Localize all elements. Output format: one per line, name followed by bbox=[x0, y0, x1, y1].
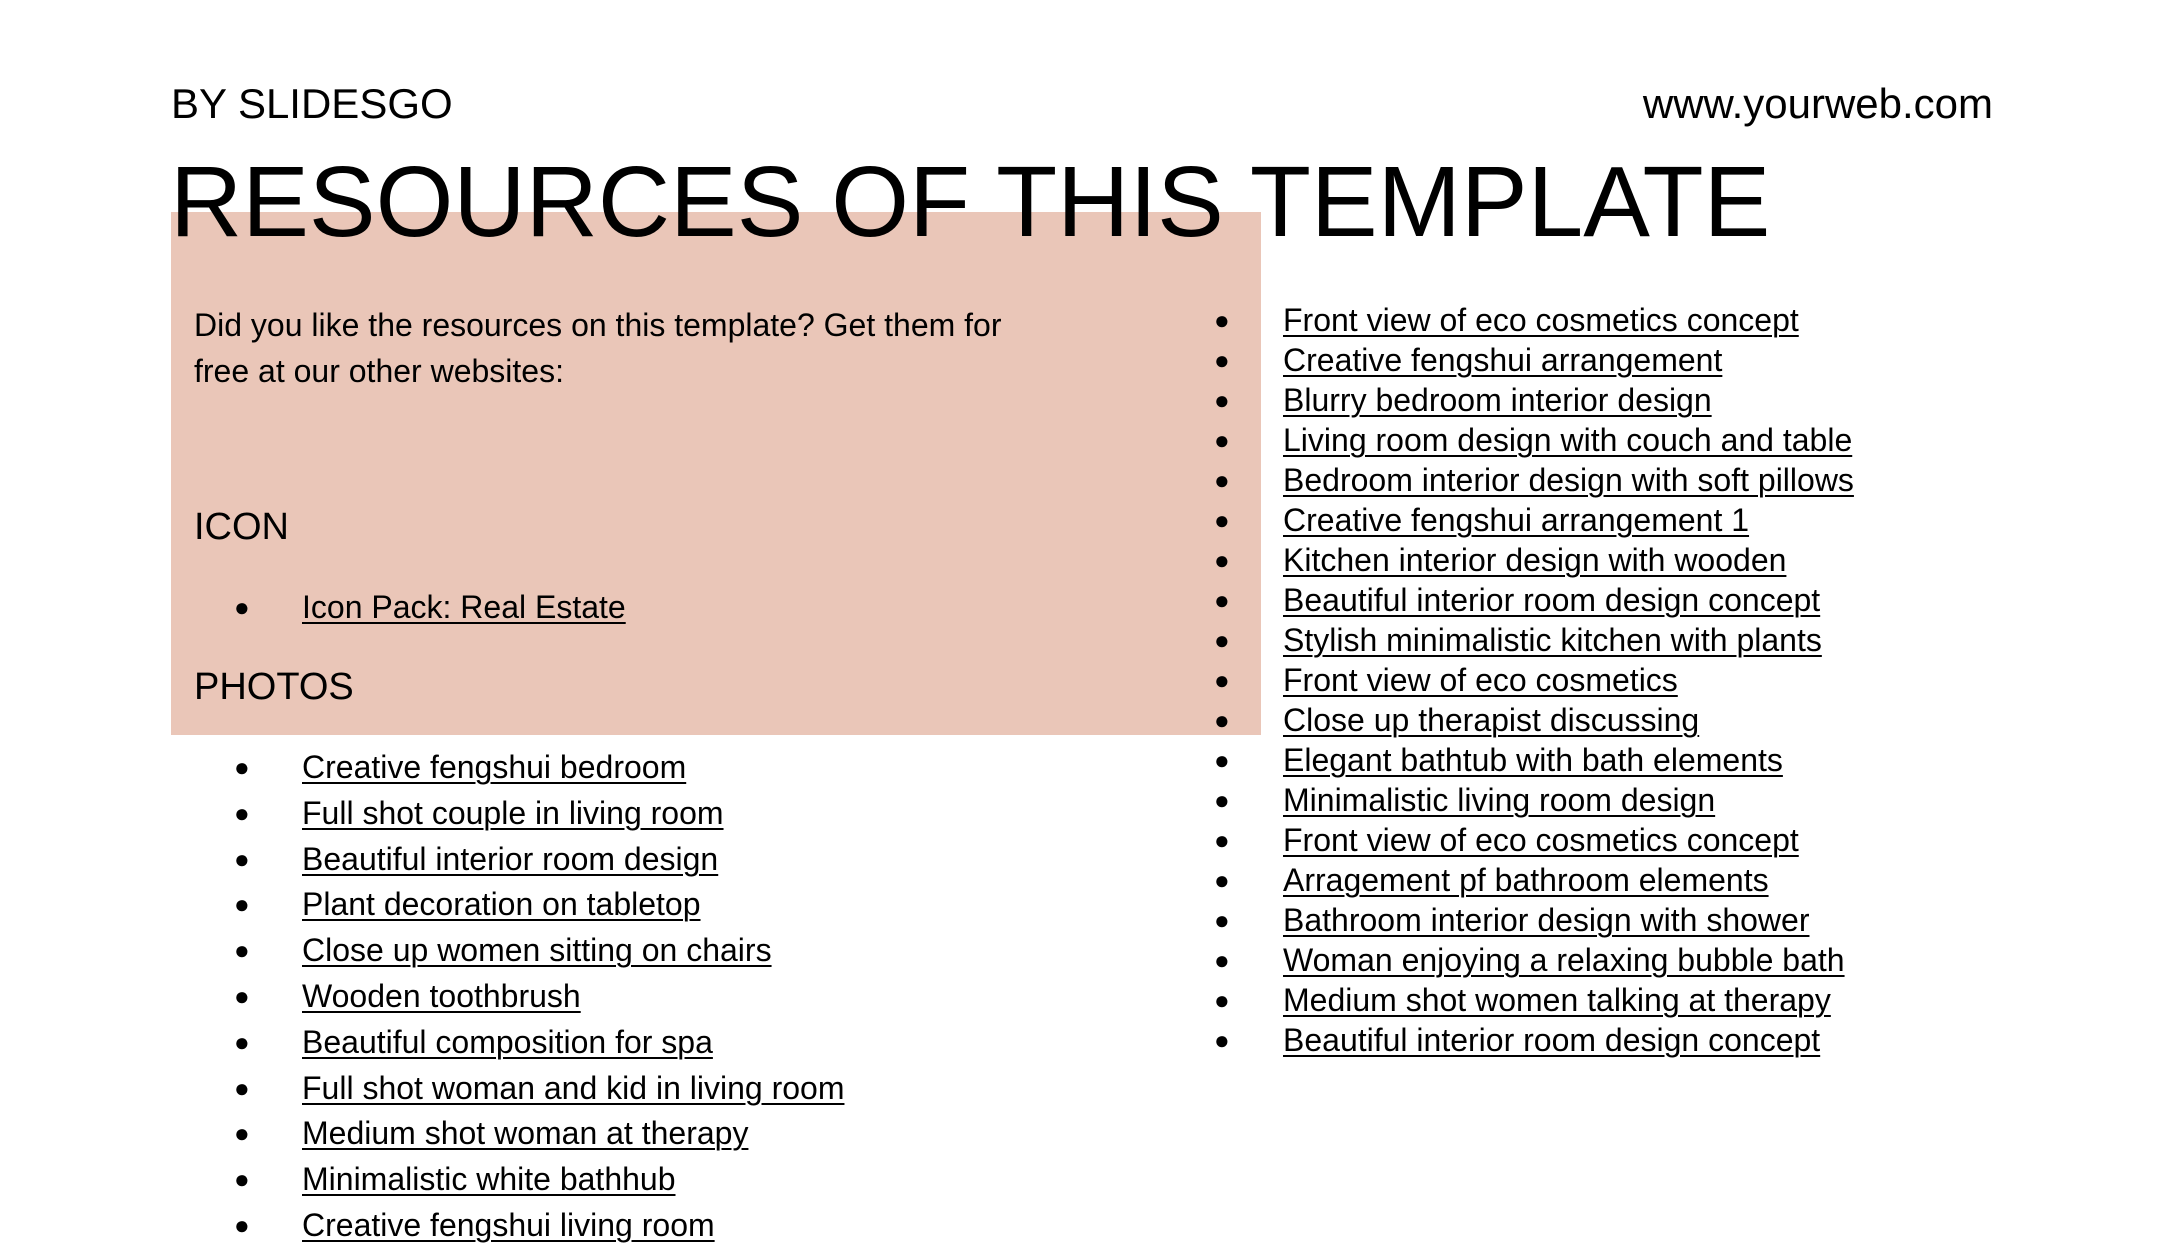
resource-list-item bbox=[1214, 380, 1854, 420]
bullet-icon: ● bbox=[1214, 905, 1230, 935]
resource-list-item bbox=[1214, 860, 1854, 900]
resource-list-item bbox=[1214, 780, 1854, 820]
resource-link[interactable]: Bathroom interior design with shower bbox=[1283, 902, 1810, 938]
bullet-icon: ● bbox=[234, 889, 250, 920]
resource-link[interactable]: Beautiful interior room design concept bbox=[1283, 1022, 1821, 1058]
resource-list-item bbox=[1214, 660, 1854, 700]
bullet-icon: ● bbox=[1214, 385, 1230, 415]
bullet-icon: ● bbox=[1214, 745, 1230, 775]
photo-resource-list-right bbox=[1214, 300, 1854, 1060]
resource-link[interactable]: Beautiful composition for spa bbox=[302, 1023, 713, 1060]
resource-list-item bbox=[234, 584, 626, 630]
resource-link[interactable]: Creative fengshui living room bbox=[302, 1206, 715, 1243]
resource-link[interactable]: Minimalistic living room design bbox=[1283, 782, 1716, 818]
bullet-icon: ● bbox=[1214, 785, 1230, 815]
page-title: RESOURCES OF THIS TEMPLATE bbox=[170, 146, 1771, 258]
resource-list-item bbox=[234, 745, 844, 791]
icon-resource-list bbox=[234, 584, 626, 630]
resource-link[interactable]: Medium shot women talking at therapy bbox=[1283, 982, 1831, 1018]
bullet-icon: ● bbox=[1214, 505, 1230, 535]
resource-list-item bbox=[1214, 500, 1854, 540]
resource-list-item bbox=[234, 791, 844, 837]
resource-link[interactable]: Living room design with couch and table bbox=[1283, 422, 1853, 458]
bullet-icon: ● bbox=[234, 843, 250, 874]
resource-link[interactable]: Beautiful interior room design bbox=[302, 840, 719, 877]
intro-text: Did you like the resources on this template? Get them for free at our other websites: bbox=[194, 307, 1002, 389]
bullet-icon: ● bbox=[1214, 305, 1230, 335]
bullet-icon: ● bbox=[234, 797, 250, 828]
resource-link[interactable]: Front view of eco cosmetics bbox=[1283, 662, 1678, 698]
resource-link[interactable]: Medium shot woman at therapy bbox=[302, 1115, 749, 1152]
bullet-icon: ● bbox=[1214, 425, 1230, 455]
section-heading-photos: PHOTOS bbox=[194, 666, 354, 708]
resource-list-item bbox=[1214, 620, 1854, 660]
resource-link[interactable]: Creative fengshui bedroom bbox=[302, 749, 687, 785]
accent-panel bbox=[171, 212, 1261, 735]
resource-list-item bbox=[1214, 340, 1854, 380]
resource-link[interactable]: Beautiful interior room design concept bbox=[1283, 582, 1821, 618]
bullet-icon: ● bbox=[1214, 985, 1230, 1015]
bullet-icon: ● bbox=[1214, 865, 1230, 895]
resource-link[interactable]: Full shot couple in living room bbox=[302, 794, 724, 831]
bullet-icon: ● bbox=[234, 1118, 250, 1149]
resource-list-item bbox=[1214, 460, 1854, 500]
resource-list-item bbox=[234, 1066, 845, 1112]
resource-list-item bbox=[234, 1020, 844, 1066]
bullet-icon: ● bbox=[234, 752, 250, 782]
resource-list-item bbox=[234, 837, 844, 883]
bullet-icon: ● bbox=[1214, 545, 1230, 575]
section-heading-icon: ICON bbox=[194, 506, 289, 548]
bullet-icon: ● bbox=[234, 1026, 250, 1057]
bullet-icon: ● bbox=[1214, 665, 1230, 695]
resource-link[interactable]: Front view of eco cosmetics concept bbox=[1283, 302, 1799, 338]
resource-link[interactable]: Close up women sitting on chairs bbox=[302, 932, 772, 969]
resource-list-item bbox=[1214, 420, 1854, 460]
resource-list-item bbox=[234, 974, 844, 1020]
bullet-icon: ● bbox=[234, 935, 250, 966]
resource-list-item bbox=[1214, 980, 1854, 1020]
resource-list-item bbox=[1214, 700, 1854, 740]
resource-link[interactable]: Elegant bathtub with bath elements bbox=[1283, 742, 1783, 778]
resource-list-item bbox=[234, 1157, 844, 1203]
resource-link[interactable]: Creative fengshui arrangement 1 bbox=[1283, 502, 1750, 538]
resource-list-item bbox=[1214, 820, 1854, 860]
bullet-icon: ● bbox=[1214, 945, 1230, 975]
bullet-icon: ● bbox=[234, 1164, 250, 1195]
resource-list-item bbox=[1214, 580, 1854, 620]
bullet-icon: ● bbox=[1214, 465, 1230, 495]
bullet-icon: ● bbox=[1214, 585, 1230, 615]
resource-link[interactable]: Icon Pack: Real Estate bbox=[302, 589, 626, 625]
resource-link[interactable]: Stylish minimalistic kitchen with plants bbox=[1283, 622, 1822, 658]
resource-link[interactable]: Wooden toothbrush bbox=[302, 977, 581, 1014]
bullet-icon: ● bbox=[1214, 825, 1230, 855]
bullet-icon: ● bbox=[234, 592, 250, 622]
resource-list-item bbox=[1214, 300, 1854, 340]
bullet-icon: ● bbox=[234, 1209, 250, 1240]
resource-link[interactable]: Arragement pf bathroom elements bbox=[1283, 862, 1769, 898]
resource-list-item bbox=[1214, 940, 1854, 980]
resource-list-item bbox=[234, 882, 844, 928]
bullet-icon: ● bbox=[234, 980, 250, 1011]
resource-list-item bbox=[1214, 900, 1854, 940]
bullet-icon: ● bbox=[1214, 625, 1230, 655]
resource-list-item bbox=[234, 1203, 844, 1249]
resource-link[interactable]: Creative fengshui arrangement bbox=[1283, 342, 1723, 378]
resource-link[interactable]: Blurry bedroom interior design bbox=[1283, 382, 1712, 418]
bullet-icon: ● bbox=[234, 1072, 250, 1103]
resource-list-item bbox=[1214, 740, 1854, 780]
resource-list-item bbox=[234, 928, 844, 974]
bullet-icon: ● bbox=[1214, 345, 1230, 375]
brand-label: BY SLIDESGO bbox=[171, 80, 453, 127]
resource-link[interactable]: Woman enjoying a relaxing bubble bath bbox=[1283, 942, 1845, 978]
website-link[interactable]: www.yourweb.com bbox=[1642, 80, 1993, 127]
bullet-icon: ● bbox=[1214, 705, 1230, 735]
resource-link[interactable]: Close up therapist discussing bbox=[1283, 702, 1700, 738]
bullet-icon: ● bbox=[1214, 1025, 1230, 1055]
resource-list-item bbox=[1214, 540, 1854, 580]
resource-link[interactable]: Minimalistic white bathhub bbox=[302, 1161, 676, 1198]
resource-link[interactable]: Front view of eco cosmetics concept bbox=[1283, 822, 1799, 858]
resource-list-item bbox=[1214, 1020, 1854, 1060]
photo-resource-list-left bbox=[234, 745, 845, 1249]
resource-link[interactable]: Plant decoration on tabletop bbox=[302, 886, 701, 923]
resource-link[interactable]: Bedroom interior design with soft pillows bbox=[1283, 462, 1854, 498]
resource-list-item bbox=[234, 1111, 844, 1157]
resource-link[interactable]: Kitchen interior design with wooden bbox=[1283, 542, 1787, 578]
resource-link[interactable]: Full shot woman and kid in living room bbox=[302, 1069, 845, 1106]
